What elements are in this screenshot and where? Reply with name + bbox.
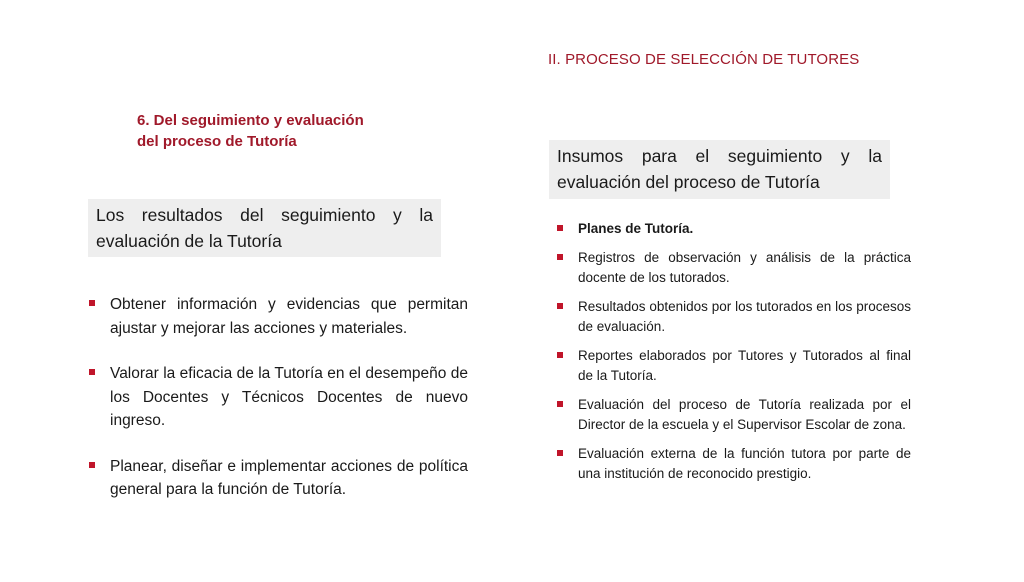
list-item — [556, 346, 911, 386]
square-bullet-icon — [89, 300, 95, 306]
square-bullet-icon — [557, 225, 563, 231]
list-item-text: Planes de Tutoría. — [578, 221, 694, 236]
list-item-text: Evaluación del proceso de Tutoría realizada por el Director de la escuela y el Supervisor Escolar de zona. — [578, 397, 911, 432]
list-item — [556, 395, 911, 435]
inputs-box: Insumos para el seguimiento y la evaluación del proceso de Tutoría — [549, 140, 890, 199]
square-bullet-icon — [89, 369, 95, 375]
subtitle — [137, 110, 407, 152]
list-item-text: Obtener información y evidencias que permitan ajustar y mejorar las acciones y materiales. — [110, 296, 468, 337]
objectives-list — [88, 293, 468, 524]
list-item-text: Registros de observación y análisis de la práctica docente de los tutorados. — [578, 250, 911, 285]
list-item — [88, 362, 468, 433]
list-item — [88, 293, 468, 340]
list-item-text: Valorar la eficacia de la Tutoría en el desempeño de los Docentes y Técnicos Docentes de nuevo ingreso. — [110, 365, 468, 429]
list-item — [556, 444, 911, 484]
list-item — [88, 455, 468, 502]
subtitle-line-2: del proceso de Tutoría — [137, 133, 297, 150]
results-box: Los resultados del seguimiento y la evaluación de la Tutoría — [88, 199, 441, 257]
square-bullet-icon — [557, 401, 563, 407]
list-item-text: Planear, diseñar e implementar acciones de política general para la función de Tutoría. — [110, 457, 468, 498]
list-item-text: Reportes elaborados por Tutores y Tutorados al final de la Tutoría. — [578, 348, 911, 383]
list-item-text: Resultados obtenidos por los tutorados en los procesos de evaluación. — [578, 299, 911, 334]
square-bullet-icon — [557, 303, 563, 309]
square-bullet-icon — [557, 254, 563, 260]
list-item — [556, 297, 911, 337]
square-bullet-icon — [557, 352, 563, 358]
subtitle-line-1: 6. Del seguimiento y evaluación — [137, 112, 364, 129]
section-title: II. PROCESO DE SELECCIÓN DE TUTORES — [548, 51, 860, 68]
list-item-text: Evaluación externa de la función tutora por parte de una institución de reconocido prestigio. — [578, 446, 911, 481]
inputs-list — [556, 219, 911, 493]
list-item — [556, 248, 911, 288]
square-bullet-icon — [89, 462, 95, 468]
square-bullet-icon — [557, 450, 563, 456]
list-item — [556, 219, 911, 239]
